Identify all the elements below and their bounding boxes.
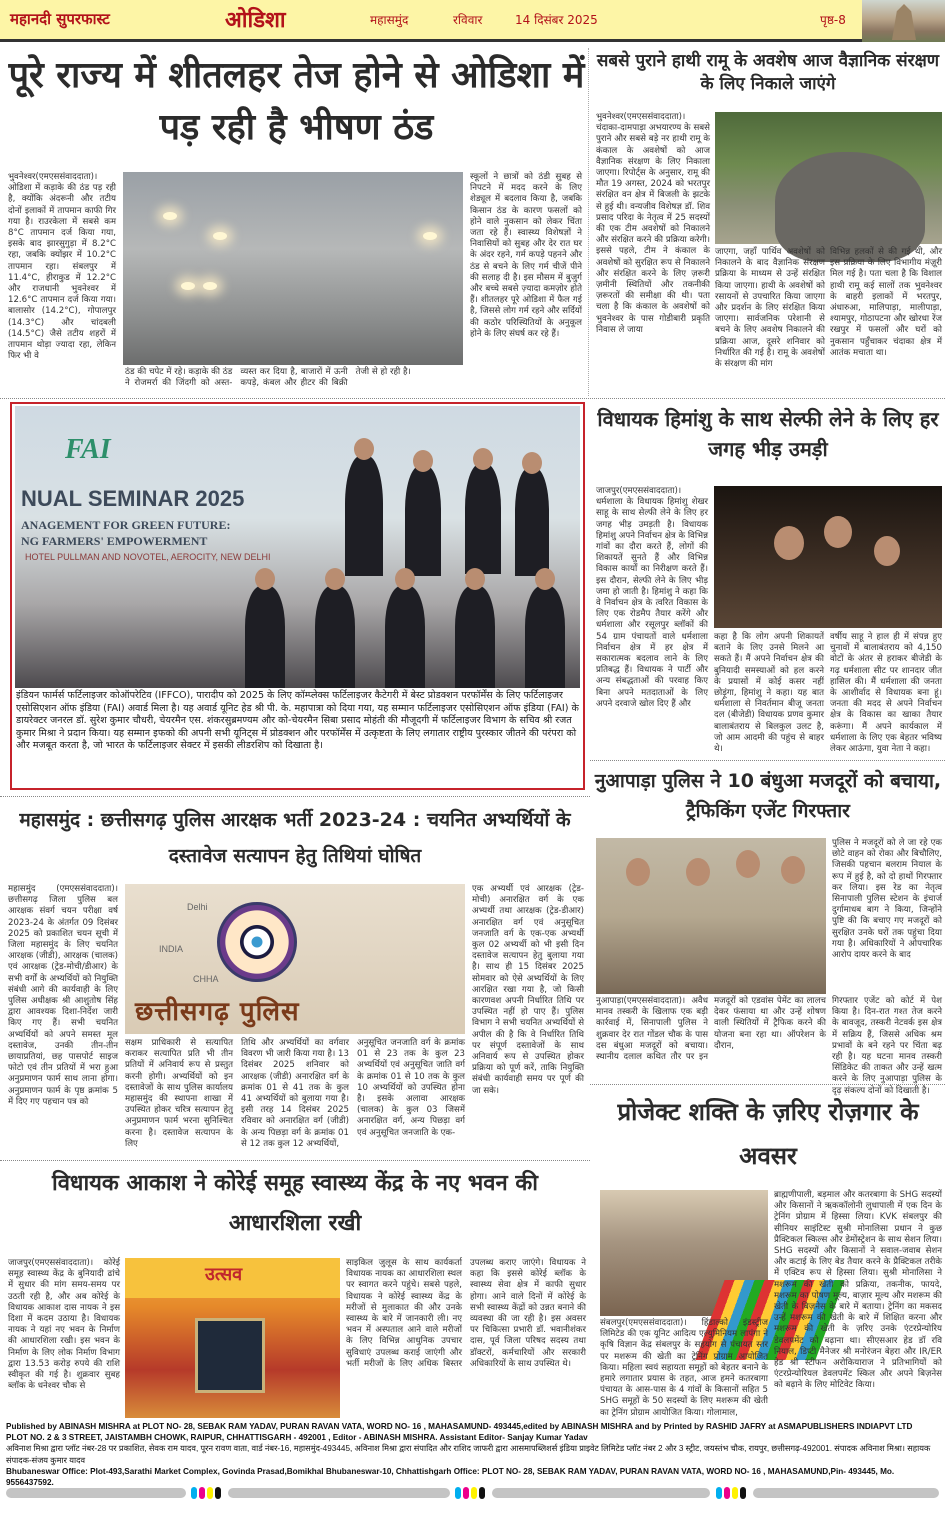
cg-police-col3: तिथि और अभ्यर्थियों का वर्गवार विवरण भी जारी किया गया है। 13 दिसंबर 2025 शनिवार को आरक्षक (जीडी) अनारक्षित वर्ग के क्रमांक 01 से 41 तक के कुल 41 अभ्यर्थियों को बुलाया गया है। इसी तरह 14 दिसंबर 2025 रविवार को अनारक्षित वर्ग (जीडी) के अन्य पिछड़ा वर्ग के क्रमांक 01 से 12 तक कुल 12 अभ्यर्थियों, — [241, 1038, 349, 1149]
nuapada-col2: गिरफ्तार एजेंट को कोर्ट में पेश किया है। दिन-रात गश्त तेज करने के बावजूद, तस्करी नेटवर्क इस क्षेत्र में सक्रिय हैं, जिससे अधिक श्रम प्रभावों के बने रहने पर चिंता बढ़ रही है। यह घटना मानव तस्करी सिंडिकेट की ताकत और उन्हें खत्म करने के लिए नुआपाड़ा पुलिस के दृढ़ संकल्प दोनों को दिखाती है। — [832, 996, 942, 1096]
imprint-line: Published by ABINASH MISHRA at PLOT NO- 28, SEBAK RAM YADAV, PURAN RAVAN VATA, WORD NO- 16 , MAHASAMUND- 493445,edited by ABINASH MISHRA and by Printed by RASHID JAFRY at ASMAPUBLISHERS INDIAPVT LTD — [6, 1422, 913, 1431]
registration-dot-yellow — [207, 1487, 213, 1499]
section-divider — [590, 760, 945, 761]
elephant-col2: जाएगा, जहाँ पार्थिव अवशेषों को निकालने के बाद वैज्ञानिक संरक्षण प्रक्रिया के माध्यम से उन्हें संरक्षित किया जाएगा। हाथी के अवशेषों को रसायनों से उपचारित किया जाएगा और प्रदर्शन के लिए संरक्षित किया जाएगा। सार्वजनिक परेशानी से बचने के लिए अवशेष निकालने की प्रक्रिया आज, दूसरे शनिवार को निर्धारित की गई है। रामू के अवशेषों के संरक्षण की मांग — [715, 247, 825, 370]
masthead — [0, 0, 945, 42]
cold-wave-col3: स्कूलों ने छात्रों को ठंडी सुबह से निपटने में मदद करने के लिए शेड्यूल में बदलाव किया है, जबकि किसान ठंड के कारण फसलों को होने वाले नुकसान को लेकर चिंता जता रहे हैं। स्वास्थ्य विशेषज्ञों ने निवासियों को सुबह और देर रात घर के अंदर रहने, गर्म कपड़े पहनने और ठंड से बचने के लिए गर्म चीजें पीने की सलाह दी है। इस मौसम में बुजुर्ग और बच्चे सबसे ज़्यादा कमज़ोर होते हैं। शीतलहर पूरे ओडिशा में फैल गई है, जिससे लोग गर्म रहने और सर्दियों की कठोर परिस्थितियों के अनुकूल होने के लिए संघर्ष कर रहे हैं। — [470, 172, 582, 339]
project-shakti-col-right: ब्राह्मणीपाली, बड़माल और कतरबागा के SHG सदस्यों और किसानों ने ऋककॉलोनी लुधापाली में एक दिन के ट्रेनिंग प्रोग्राम में हिस्सा लिया। KVK संबलपुर की सीनियर साइंटिस्ट सुश्री मोनालिसा प्रधान ने कुछ प्रैक्टिकल स्किल्स और डेमोंस्ट्रेशन के साथ सेशन लिया। SHG सदस्यों और किसानों ने सवाल-जवाब सेशन और कटाई के लिए बेड तैयार करने के प्रैक्टिकल तरीके में एक्टिव रूप से हिस्सा लिया। सुश्री मोनालिसा ने मशरूम की खेती को प्रक्रिया, तकनीक, फायदे, मशरूम का पोषण मूल्य, बाज़ार मूल्य और मशरूम की खेती के बिज़नेस के बारे में बताया। ट्रेनिंग का मकसद उन्हें मशरूम की खेती के बारे में शिक्षित करना और मशरूम की खेती के ज़रिए उनके एंटरप्रेन्योरिय डेवलपमेंट को बढ़ाना था। सीएसआर हेड डॉ रवि नियाल, डिप्टी मैनेजर श्री मनोरंजन बेहरा और IR/ER हेड श्री स्टीफन अरोकियाराज ने प्रतिभागियों को एंटरप्रेन्योरियल डेवलपमेंट स्किल और अपने बिज़नेस को बढ़ाने के लिए मोटिवेट किया। — [774, 1190, 942, 1391]
iffco-award-caption: इंडियन फार्मर्स फर्टिलाइजर कोऑपरेटिव (IFFCO), पारादीप को 2025 के लिए कॉम्प्लेक्स फर्टिलाइजर कैटेगरी में बेस्ट प्रोडक्शन परफॉर्मेंस के लिए फर्टिलाइजर एसोसिएशन ऑफ इंडिया (FAI) अवार्ड मिला है। यह अवार्ड यूनिट हेड श्री पी. के. महापात्रा को दिया गया, यह सम्मान फर्टिलाइजर एसोसिएशन ऑफ इंडिया (FAI) के डायरेक्टर जनरल डॉ. सुरेश कुमार चौधरी, चेयरमैन एस. शंकरसुब्रमण्यम और को-चेयरमैन सिबा प्रसाद मोहंती की मौजूदगी में फर्टिलाइजर विभाग के सचिव श्री रजत कुमार मिश्रा ने प्रदान किया। यह सम्मान इफको की अपनी सभी यूनिट्स में प्रोडक्शन और परफॉर्मेंस में उत्कृष्टता के लिए लगातार राष्ट्रीय पुरस्कार जीतने की परंपरा को और मजबूत करता है, जो भारत के फर्टिलाइजर सेक्टर में इसकी लीडरशिप को दिखाता है। — [16, 690, 579, 752]
newspaper-name: महानदी सुपरफास्ट — [10, 10, 110, 28]
page-number: पृष्ठ-8 — [820, 13, 846, 27]
registration-dot-cyan — [455, 1487, 461, 1499]
cg-police-col2: सक्षम प्राधिकारी से सत्यापित कराकर सत्यापित प्रति भी तीन प्रतियों में अनिवार्य रूप से प्रस्तुत करनी होगी। अभ्यर्थियों को इन दस्तावेजों के साथ पुलिस कार्यालय महासमुंद की स्थापना शाखा में उपस्थित होकर चरित्र सत्यापन हेतु अनुप्रमाणन फार्म भरना सुनिश्चित करना है। दस्तावेज सत्यापन के लिए — [125, 1038, 233, 1149]
map-label: INDIA — [159, 944, 184, 954]
seminar-banner-title: NUAL SEMINAR 2025 — [21, 486, 245, 511]
registration-dot-black — [740, 1487, 746, 1499]
registration-bar — [492, 1488, 710, 1498]
section-divider — [590, 1084, 945, 1085]
edition-day: रविवार — [453, 13, 483, 27]
cold-wave-headline: पूरे राज्य में शीतलहर तेज होने से ओडिशा में पड़ रही है भीषण ठंड — [8, 55, 585, 148]
edition-city: महासमुंद — [370, 13, 409, 27]
section-divider — [0, 1160, 590, 1161]
nuapada-col1: नुआपाड़ा(एमएससंवाददाता)। अवैध मानव तस्करी के खिलाफ एक बड़ी कार्रवाई में, सिनापाली पुलिस ने शुक्रवार देर रात गोंडल चौक के पास दस बंधुआ मजदूरों को बचाया। स्थानीय दलाल कथित तौर पर इन मजदूरों को एडवांस पेमेंट का लालच देकर फंसाया था और उन्हें शोषण वाली स्थितियों में ट्रैफिक करने की योजना बना रहा था। ऑपरेशन के दौरान, — [596, 996, 826, 1063]
cg-police-col5: एक अभ्यर्थी एवं आरक्षक (ट्रेड-मोची) अनारक्षित वर्ग के एक अभ्यर्थी तथा आरक्षक (ट्रेड-डीआर) अनारक्षित वर्ग एवं अनुसूचित जनजाति वर्ग के एक-एक अभ्यर्थी कुल 02 अभ्यर्थी को भी इसी दिन दस्तावेज सत्यापन हेतु बुलाया गया है। साथ ही 15 दिसंबर 2025 सोमवार को ऐसे अभ्यर्थियों के लिए आरक्षित रखा गया है, जो किसी कारणवश अपनी निर्धारित तिथि पर उपस्थित नहीं हो पाए हैं। पुलिस विभाग ने सभी चयनित अभ्यर्थियों से अपील की है कि वे निर्धारित तिथि पर संपूर्ण दस्तावेजों के साथ अनिवार्य रूप से उपस्थित होकर प्रक्रिया को पूर्ण करें, ताकि नियुक्ति संबंधी कार्यवाही समय पर पूर्ण की जा सके। — [472, 884, 584, 1096]
registration-dot-cyan — [716, 1487, 722, 1499]
cg-police-col4: अनुसूचित जनजाति वर्ग के क्रमांक 01 से 23 तक के कुल 23 अभ्यर्थियों एवं अनुसूचित जाति वर्ग के क्रमांक 01 से 10 तक के कुल 10 अभ्यर्थियों को उपस्थित होना है। इसके अलावा आरक्षक (चालक) के कुल 03 जिसमें अनारक्षित वर्ग, अन्य पिछड़ा वर्ग एवं अनुसूचित जनजाति के एक- — [357, 1038, 465, 1138]
registration-bar — [753, 1488, 939, 1498]
imprint-line: PLOT NO. 2 & 3 STREET, JAISTAMBH CHOWK, RAIPUR, CHHATTISGARH - 492001 , Editor - ABINASH MISHRA. Assistant Editor- Sanjay Kumar Yadav — [6, 1433, 588, 1443]
cg-police-logo-photo — [125, 884, 465, 1034]
imprint-footer — [0, 1421, 945, 1488]
foundation-stone-photo — [125, 1258, 340, 1418]
elephant-photo — [715, 112, 942, 244]
cg-police-title: छत्तीसगढ़ पुलिस — [135, 997, 300, 1027]
cg-police-headline: महासमुंद : छत्तीसगढ़ पुलिस आरक्षक भर्ती 2023-24 : चयनित अभ्यर्थियों के दस्तावेज सत्यापन हेतु तिथियां घोषित — [19, 809, 571, 867]
seminar-banner-line: NG FARMERS' EMPOWERMENT — [21, 534, 208, 548]
registration-bar — [6, 1488, 186, 1498]
foundation-col1: जाजपुर(एमएससंवाददाता)। कोरेई समूह स्वास्थ्य केंद्र के बुनियादी ढांचे में सुधार की मांग समय-समय पर उठती रही है, और अब कोरेई के विधायक आकाश दास नायक ने इस दिशा में कदम उठाया है। विधायक नायक ने यहां नए भवन के निर्माण की आधारशिला रखी। इस भवन के निर्माण के लिए लोक निर्माण विभाग द्वारा 13.53 करोड़ रुपये की राशि स्वीकृत की गई है। शुक्रवार सुबह ब्लॉक के धनेश्वर चौक से — [8, 1258, 120, 1392]
police-emblem-icon — [217, 902, 297, 982]
elephant-headline: सबसे पुराने हाथी रामू के अवशेष आज वैज्ञानिक संरक्षण के लिए निकाले जाएंगे — [596, 51, 940, 94]
foggy-street-photo — [123, 172, 463, 365]
elephant-col3: विभिन्न हलकों से की गई थी, और इस प्रक्रिया के लिए विभागीय मंज़ूरी मिल गई है। पता चला है कि विशाल हाथी रामू कई सालों तक भुवनेश्वर के बाहरी इलाकों में भरतपुर, अंधारुआ, मालिपाड़ा, मालीपाड़ा, श्यामपुर, गोठापटना और खोरधा रेंज रखपुर में फसलों और घरों को नुकसान पहुँचाकर चंदाका क्षेत्र में आतंक मचाता था। — [830, 247, 942, 358]
registration-dot-magenta — [463, 1487, 469, 1499]
registration-dot-black — [215, 1487, 221, 1499]
selfie-col3: वर्षीय साहू ने हाल ही में संपन्न हुए चुनावों में बालाबंतराय को 4,150 वोटों के अंतर से हराकर बीजेडी के गढ़ धर्मशाला सीट पर शानदार जीत हासिल की। मैं धर्मशाला की जनता के आशीर्वाद से विधायक बना हूं। जनता की मदद से अपने निर्वाचन क्षेत्र के विकास का खाका तैयार करूंगा। मैं अपने कार्यकाल में धर्मशाला के लिए एक बेहतर भविष्य लेकर आऊंगा, युवा नेता ने कहा। — [830, 632, 942, 755]
project-shakti-headline: प्रोजेक्ट शक्ति के ज़रिए रोज़गार के अवसर — [617, 1098, 919, 1170]
cold-wave-col1: भुवनेश्वर(एमएससंवाददाता)। ओडिशा में कड़ाके की ठंड पड़ रही है, क्योंकि अंदरूनी और तटीय दोनों इलाकों में तापमान काफी गिर गया है। राउरकेला में सबसे कम 8°C तापमान दर्ज किया गया, इसके बाद झारसुगुड़ा में 8.2°C रहा, जबकि क्योंझर में 10.2°C तापमान रहा। संबलपुर में 11.4°C, हीराकुड में 12.2°C और राजधानी भुवनेश्वर में 12.6°C तापमान दर्ज किया गया। बालासोर (14.2°C), गोपालपुर (14.3°C) और चांदबली (14.5°C) जैसे तटीय शहरों में तापमान थोड़ा ज्यादा रहा, लेकिन फिर भी वे — [8, 172, 116, 362]
section-divider — [0, 796, 590, 797]
elephant-col1: भुवनेश्वर(एमएससंवाददाता)। चंदाका-दामपाड़ा अभयारण्य के सबसे पुराने और सबसे बड़े नर हाथी रामू के कंकाल के अवशेषों को आज वैज्ञानिक संरक्षण के लिए निकाला जाएगा। रिपोर्ट्स के अनुसार, रामू की मौत 19 अगस्त, 2024 को भरतपुर संरक्षित वन क्षेत्र में बिजली के झटके से हुई थी। वन्यजीव विशेषज्ञ डॉ. शिव प्रसाद परिदा के नेतृत्व में 25 सदस्यों की एक टीम अवशेषों को निकालने और संरक्षित करने की प्रक्रिया करेगी। इससे पहले, टीम ने कंकाल के अवशेषों को सुरक्षित रूप से निकालने और संरक्षित करने के लिए ज़रूरी ज़मीनी स्थितियों और तकनीकी ज़रूरतों की समीक्षा की थी। पता चला है कि कंकाल के अवशेषों को भुवनेश्वर के पास गोडीबारी प्रकृति निवास ले जाया — [596, 112, 710, 335]
nuapada-col-right: पुलिस ने मजदूरों को ले जा रहे एक छोटे वाहन को रोका और बिचौलिए, जिसकी पहचान बलराम नियाल के रूप में हुई है, को दो हाथों गिरफ्तार कर लिया। इस रेड का नेतृत्व सिनापाली पुलिस स्टेशन के इंचार्ज दुर्गामाधब बाग ने किया, जिन्होंने पुष्टि की कि बचाए गए मजदूरों को सुरक्षित उनके घरों तक पहुंचा दिया गया है। अधिकारियों ने ओपचारिक आरोप दायर करने के बाद — [832, 838, 942, 961]
seminar-banner-line: ANAGEMENT FOR GREEN FUTURE: — [21, 518, 231, 532]
foundation-headline: विधायक आकाश ने कोरेई समूह स्वास्थ्य केंद्र के नए भवन की आधारशिला रखी — [52, 1171, 538, 1236]
seminar-banner-venue: HOTEL PULLMAN AND NOVOTEL, AEROCITY, NEW DELHI — [25, 552, 271, 562]
cg-police-col1: महासमुंद (एमएससंवाददाता)। छत्तीसगढ़ जिला पुलिस बल आरक्षक संवर्ग चयन परीक्षा वर्ष 2023-24 के अंतर्गत 09 दिसंबर 2025 को प्रकाशित चयन सूची में जिला महासमुंद के लिए चयनित आरक्षक (जीडी), आरक्षक (चालक) एवं आरक्षक (ट्रेड-मोची/डीआर) के सभी वर्गों के अभ्यर्थियों को नियुक्ति संबंधी आगे की कार्यवाही के लिए पुलिस अधीक्षक श्री आशुतोष सिंह द्वारा आवश्यक दिशा-निर्देश जारी किए गए हैं। सभी चयनित अभ्यर्थियों को अपने समस्त मूल दस्तावेज, उनकी तीन-तीन छायाप्रतियां, छह पासपोर्ट साइज फोटो एवं तीन प्रतियों में भरा हुआ अनुप्रमाणन फार्म साथ लाना होगा। अनुप्रमाणन फार्म के पृष्ठ क्रमांक 5 में दिए गए पहचान पत्र को — [8, 884, 118, 1107]
nuapada-headline: नुआपाड़ा पुलिस ने 10 बंधुआ मजदूरों को बचाया, ट्रैफिकिंग एजेंट गिरफ्तार — [594, 770, 942, 822]
selfie-headline: विधायक हिमांशु के साथ सेल्फी लेने के लिए हर जगह भीड़ उमड़ी — [597, 407, 939, 461]
selfie-crowd-photo — [714, 486, 942, 628]
foundation-col2: साइकिल जुलूस के साथ कार्यकर्ता विधायक नायक का आधारशिला स्थल पर स्वागत करने पहुंचे। सबसे पहले, विधायक ने कोरेई स्वास्थ्य केंद्र के मरीजों से मुलाकात की और उनके स्वास्थ्य के बारे में जानकारी ली। नए भवन में अस्पताल आने वाले मरीजों के लिए विभिन्न आधुनिक उपचार सुविधाएं उपलब्ध कराई जाएंगी और भर्ती मरीजों के लिए अधिक बिस्तर उपलब्ध कराए जाएंगे। विधायक ने कहा कि इससे कोरेई ब्लॉक के स्वास्थ्य सेवा क्षेत्र में काफी सुधार होगा। आने वाले दिनों में कोरेई के सभी स्वास्थ्य केंद्रों को उन्नत बनाने की व्यवस्था की जा रही है। इस अवसर पर चिकित्सा प्रभारी डॉ. भवानीशंकर दास, पूर्व जिला परिषद सदस्य तथा डॉक्टरों, कर्मचारियों और सरकारी अधिकारियों के साथ उपस्थित थे। — [346, 1258, 586, 1369]
section-divider — [0, 398, 945, 399]
rescued-labourers-photo — [596, 838, 826, 994]
registration-dot-black — [479, 1487, 485, 1499]
training-program-photo — [600, 1190, 768, 1316]
registration-bar — [228, 1488, 450, 1498]
map-label: CHHA — [193, 974, 219, 984]
registration-dot-magenta — [199, 1487, 205, 1499]
temple-photo — [862, 0, 945, 42]
map-label: Delhi — [187, 902, 208, 912]
cold-wave-col2: ठंड की चपेट में रहे। कड़ाके की ठंड ने रोजमर्रा की जिंदगी को अस्त-व्यस्त कर दिया है, बाजारों में ऊनी कपड़े, कंबल और हीटर की बिक्री तेजी से हो रही है। — [125, 367, 411, 389]
selfie-col2: कहा है कि लोग अपनी शिकायतें बताने के लिए उनसे मिलने आ सकते हैं। मैं अपने निर्वाचन क्षेत्र की बुनियादी समस्याओं को हल करने के प्रयासों में कोई कसर नहीं छोड़ूंगा, हिमांशु ने कहा। यह बात धर्मशाला से निवर्तमान बीजू जनता दल (बीजेडी) विधायक प्रणव कुमार बालाबंतराय से बिलकुल उलट है, जो आम आदमी की पहुंच से बाहर थे। — [714, 632, 824, 755]
project-shakti-col1: संबलपुर(एमएससंवाददाता)। हिंडाल्को इंडस्ट्रीज लिमिटेड की एक यूनिट आदित्य एल्युमिनियम लापंगा ने कृषि विज्ञान केंद्र संबलपुर के सहयोग से पंचायत स्तर पर मशरूम की खेती का ट्रेनिंग प्रोग्राम आयोजित किया। महिला स्वयं सहायता समूहों को बेहतर बनाने के हमारे लगातार प्रयास के तहत, आज हमने कतरबागा पंचायत के आस-पास के 4 गांवों के किसानों सहित 5 SHG समूहों के 50 सदस्यों के लिए मशरूम की खेती का ट्रेनिंग प्रोग्राम आयोजित किया। गोलामाल, — [600, 1318, 768, 1418]
fai-logo: FAI — [65, 434, 111, 465]
registration-dot-cyan — [191, 1487, 197, 1499]
utsav-banner: उत्सव — [205, 1264, 243, 1285]
registration-dot-yellow — [732, 1487, 738, 1499]
imprint-line-hindi: अविनाश मिश्रा द्वारा प्लॉट नंबर-28 पर प्रकाशित, सेवक राम यादव, पूरन रावण वाता, वार्ड नंबर-16, महासमुंद-493445, अविनाश मिश्रा द्वारा संपादित और राशिद जाफरी द्वारा आसमापब्लिशर्स इंडिया प्राइवेट लिमिटेड प्लॉट नंबर 2 और 3 स्ट्रीट, जयस्तंभ चौक, रायपुर, छत्तीसगढ़-492001. संपादक अविनाश मिश्रा। सहायक संपादक-संजय कुमार यादव — [6, 1444, 931, 1465]
selfie-col1: जाजपुर(एमएससंवाददाता)। धर्मशाला के विधायक हिमांशु शेखर साहू के साथ सेल्फी लेने के लिए हर जगह भीड़ उमड़ती है। विधायक हिमांशु अपने निर्वाचन क्षेत्र के विभिन्न गांवों का दौरा करते हैं, लोगों की शिकायतें सुनते हैं और विभिन्न विकास कार्यों का निरीक्षण करते हैं। इस दौरान, सेल्फी लेने के लिए भीड़ जमा हो जाती है। हिमांशु ने कहा कि वे निर्वाचन क्षेत्र के त्वरित विकास के लिए एक रोडमैप तैयार करेंगे और धर्मशाला और रसूलपुर ब्लॉकों की 54 ग्राम पंचायतों वाले धर्मशाला निर्वाचन क्षेत्र में हर क्षेत्र में सकारात्मक बदलाव लाने के लिए प्रतिबद्ध हैं। विधायक ने पार्टी और अन्य संबद्धताओं की परवाह किए बिना अपने मतदाताओं के लिए अपने दरवाजे खोल दिए हैं और — [596, 486, 708, 709]
award-ceremony-photo — [15, 406, 580, 688]
edition-date: 14 दिसंबर 2025 — [515, 13, 598, 27]
registration-dot-yellow — [471, 1487, 477, 1499]
column-divider — [588, 48, 589, 396]
foundation-plaque — [195, 1318, 265, 1393]
registration-dot-magenta — [724, 1487, 730, 1499]
office-address-line: Bhubaneswar Office: Plot-493,Sarathi Market Complex, Govinda Prasad,Bomikhal Bhubaneswar-10, Chhattishgarh Office: PLOT NO- 28, SEBAK RAM YADAV, PURAN RAVAN VATA, WORD NO- 16 , MAHASAMUND,Pin- 493445, Mo. 9556437592. — [6, 1466, 895, 1488]
section-title: ओडिशा — [225, 8, 286, 33]
